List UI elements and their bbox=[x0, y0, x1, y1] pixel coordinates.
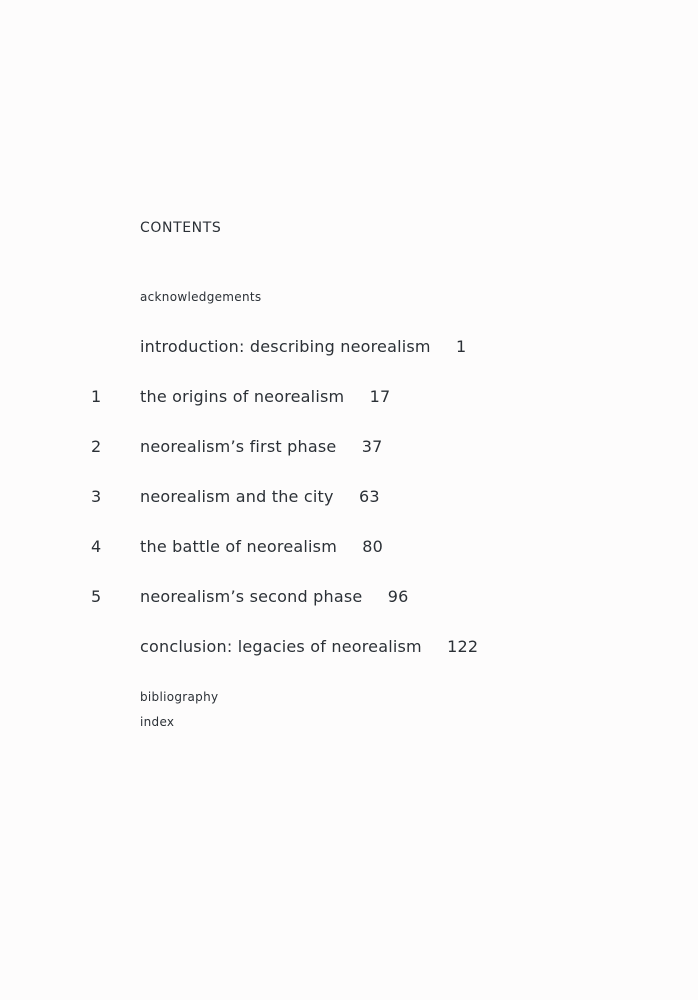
chapter-title: neorealism and the city bbox=[140, 487, 334, 506]
chapter-number: 2 bbox=[91, 437, 102, 456]
chapter-entry bbox=[140, 335, 466, 359]
chapter-entry bbox=[140, 535, 383, 559]
bibliography-entry: bibliography bbox=[140, 690, 219, 704]
chapter-number: 4 bbox=[91, 537, 102, 556]
chapter-title: conclusion: legacies of neorealism bbox=[140, 637, 422, 656]
chapter-title: introduction: describing neorealism bbox=[140, 337, 431, 356]
chapter-page-number: 37 bbox=[361, 437, 383, 456]
chapter-number: 3 bbox=[91, 487, 102, 506]
chapter-title: neorealism’s first phase bbox=[140, 437, 337, 456]
chapter-entry bbox=[140, 385, 390, 409]
chapter-entry bbox=[140, 485, 380, 509]
contents-heading: CONTENTS bbox=[140, 220, 222, 236]
index-entry: index bbox=[140, 715, 175, 729]
chapter-title: the origins of neorealism bbox=[140, 387, 345, 406]
chapter-number: 1 bbox=[91, 387, 102, 406]
chapter-page-number: 63 bbox=[358, 487, 380, 506]
chapter-title: the battle of neorealism bbox=[140, 537, 337, 556]
chapter-title: neorealism’s second phase bbox=[140, 587, 363, 606]
chapter-entry bbox=[140, 585, 408, 609]
chapter-entry bbox=[140, 435, 382, 459]
chapter-page-number: 96 bbox=[387, 587, 409, 606]
chapter-page-number: 122 bbox=[447, 637, 479, 656]
acknowledgements-entry: acknowledgements bbox=[140, 290, 262, 304]
chapter-page-number: 17 bbox=[369, 387, 391, 406]
chapter-page-number: 80 bbox=[362, 537, 384, 556]
chapter-page-number: 1 bbox=[456, 337, 467, 356]
chapter-number: 5 bbox=[91, 587, 102, 606]
chapter-entry bbox=[140, 635, 478, 659]
